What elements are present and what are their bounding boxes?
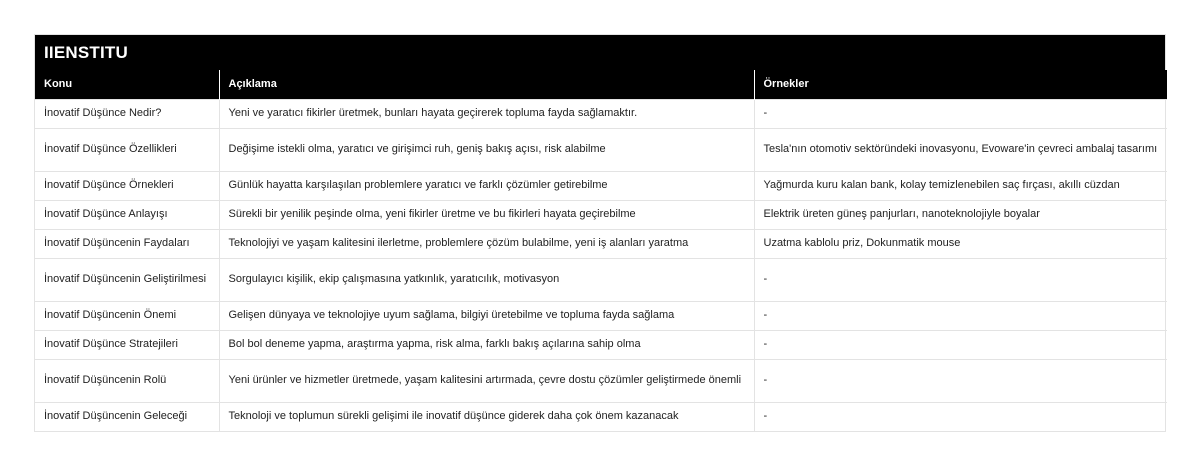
table-row — [35, 402, 1167, 431]
table-row — [35, 330, 1167, 359]
table-row — [35, 229, 1167, 258]
table-row — [35, 99, 1167, 128]
cell-examples: - — [754, 99, 1167, 128]
cell-topic: İnovatif Düşünce Anlayışı — [35, 200, 219, 229]
cell-description: Sorgulayıcı kişilik, ekip çalışmasına yatkınlık, yaratıcılık, motivasyon — [219, 258, 754, 301]
cell-topic: İnovatif Düşünce Stratejileri — [35, 330, 219, 359]
cell-examples: - — [754, 359, 1167, 402]
cell-description: Yeni ürünler ve hizmetler üretmede, yaşam kalitesini artırmada, çevre dostu çözümler geliştirmede önemli — [219, 359, 754, 402]
cell-description: Gelişen dünyaya ve teknolojiye uyum sağlama, bilgiyi üretebilme ve topluma fayda sağlama — [219, 301, 754, 330]
cell-description: Bol bol deneme yapma, araştırma yapma, risk alma, farklı bakış açılarına sahip olma — [219, 330, 754, 359]
cell-topic: İnovatif Düşünce Nedir? — [35, 99, 219, 128]
content-table-card — [34, 34, 1166, 432]
cell-examples: - — [754, 330, 1167, 359]
cell-topic: İnovatif Düşüncenin Geleceği — [35, 402, 219, 431]
cell-topic: İnovatif Düşüncenin Faydaları — [35, 229, 219, 258]
brand-title: IIENSTITU — [35, 35, 1165, 70]
column-header-examples: Örnekler — [754, 70, 1167, 99]
table-header-row — [35, 70, 1167, 99]
table-row — [35, 301, 1167, 330]
cell-description: Teknolojiyi ve yaşam kalitesini ilerletme, problemlere çözüm bulabilme, yeni iş alanları yaratma — [219, 229, 754, 258]
table-row — [35, 258, 1167, 301]
cell-examples: Yağmurda kuru kalan bank, kolay temizlenebilen saç fırçası, akıllı cüzdan — [754, 171, 1167, 200]
cell-examples: - — [754, 258, 1167, 301]
table-row — [35, 128, 1167, 171]
cell-examples: - — [754, 402, 1167, 431]
cell-topic: İnovatif Düşüncenin Rolü — [35, 359, 219, 402]
cell-description: Yeni ve yaratıcı fikirler üretmek, bunları hayata geçirerek topluma fayda sağlamaktır. — [219, 99, 754, 128]
table-row — [35, 200, 1167, 229]
column-header-topic: Konu — [35, 70, 219, 99]
cell-examples: Elektrik üreten güneş panjurları, nanoteknolojiyle boyalar — [754, 200, 1167, 229]
cell-description: Değişime istekli olma, yaratıcı ve girişimci ruh, geniş bakış açısı, risk alabilme — [219, 128, 754, 171]
column-header-description: Açıklama — [219, 70, 754, 99]
cell-description: Teknoloji ve toplumun sürekli gelişimi ile inovatif düşünce giderek daha çok önem kazanacak — [219, 402, 754, 431]
cell-examples: Uzatma kablolu priz, Dokunmatik mouse — [754, 229, 1167, 258]
cell-topic: İnovatif Düşünce Örnekleri — [35, 171, 219, 200]
table-row — [35, 359, 1167, 402]
cell-examples: - — [754, 301, 1167, 330]
cell-description: Günlük hayatta karşılaşılan problemlere yaratıcı ve farklı çözümler getirebilme — [219, 171, 754, 200]
cell-description: Sürekli bir yenilik peşinde olma, yeni fikirler üretme ve bu fikirleri hayata geçirebilme — [219, 200, 754, 229]
table-row — [35, 171, 1167, 200]
cell-topic: İnovatif Düşüncenin Önemi — [35, 301, 219, 330]
data-table — [35, 70, 1167, 431]
cell-topic: İnovatif Düşünce Özellikleri — [35, 128, 219, 171]
cell-topic: İnovatif Düşüncenin Geliştirilmesi — [35, 258, 219, 301]
cell-examples: Tesla'nın otomotiv sektöründeki inovasyonu, Evoware'in çevreci ambalaj tasarımı — [754, 128, 1167, 171]
